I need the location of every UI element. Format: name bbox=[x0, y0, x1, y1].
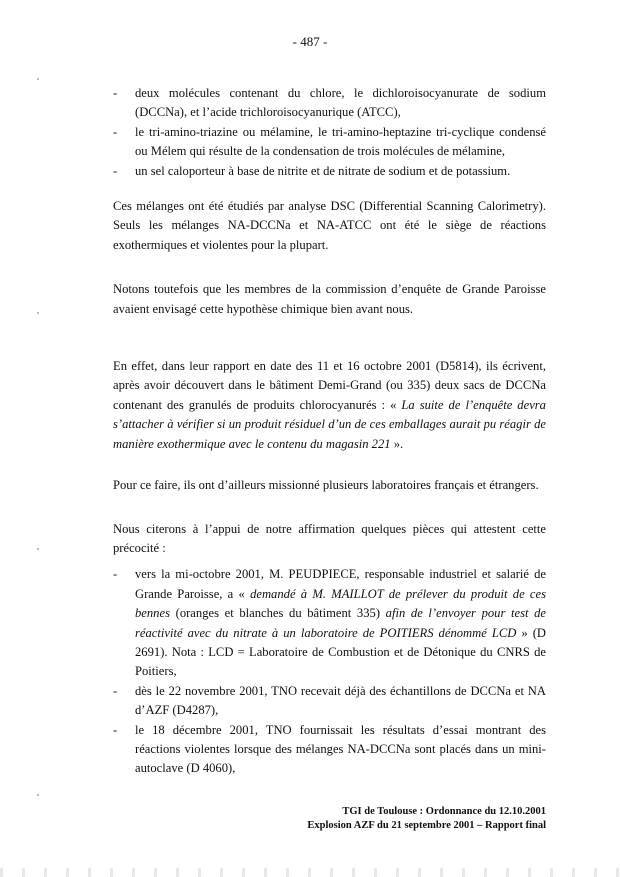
text-run: vers la mi-octobre 2001, M. PEUDPIECE, responsable industriel et salarié de Grande Paroisse, a « bbox=[135, 567, 546, 601]
document-body bbox=[113, 84, 546, 779]
list-item-text: dès le 22 novembre 2001, TNO recevait déjà des échantillons de DCCNa et NA d’AZF (D4287), bbox=[135, 683, 546, 718]
text-run: (oranges et blanches du bâtiment 335) bbox=[175, 606, 381, 621]
quote-text: afin de l’envoyer pour test de réactivité avec du nitrate à un laboratoire de POITIERS dénommé LCD bbox=[135, 606, 547, 640]
footer-line-1: TGI de Toulouse : Ordonnance du 12.10.2001 bbox=[342, 806, 546, 817]
list-item-text: le 18 décembre 2001, TNO fournissait les résultats d’essai montrant des réactions violentes lorsque des mélanges NA-DCCNa sont placés dans un mini-autoclave (D 4060), bbox=[135, 722, 546, 776]
bullet-dash: - bbox=[113, 124, 118, 139]
bullet-dash: - bbox=[113, 86, 118, 100]
paragraph-laboratories: Pour ce faire, ils ont d’ailleurs missionné plusieurs laboratoires français et étrangers. bbox=[113, 478, 539, 493]
paragraph-dsc-analysis: Ces mélanges ont été étudiés par analyse DSC (Differential Scanning Calorimetry). Seuls les mélanges NA-DCCNa et NA-ATCC ont été le siège de réactions exothermiques et violentes pour la plupart. bbox=[113, 199, 546, 252]
margin-mark bbox=[37, 312, 39, 314]
scan-edge bbox=[0, 868, 620, 877]
quote-close: ». bbox=[393, 436, 404, 451]
text-run: » (D 2691). Nota : LCD = Laboratoire de Combustion et de Détonique du CNRS de Poitiers, bbox=[135, 625, 546, 679]
paragraph-evidence-intro: Nous citerons à l’appui de notre affirmation quelques pièces qui attestent cette précocité : bbox=[113, 521, 546, 555]
bullet-dash: - bbox=[113, 163, 118, 178]
page-number: - 487 - bbox=[292, 34, 328, 49]
list-item-text: deux molécules contenant du chlore, le dichloroisocyanurate de sodium (DCCNa), et l’acide trichloroisocyanurique (ATCC), bbox=[135, 86, 546, 120]
list-item-text: le tri-amino-triazine ou mélamine, le tri-amino-heptazine tri-cyclique condensé ou Mélem qui résulte de la condensation de trois molécules de mélamine, bbox=[135, 124, 546, 159]
margin-mark bbox=[37, 78, 39, 80]
quote-text: La suite de l’enquête devra s’attacher à vérifier si un produit résiduel d’un de ces emballages aurait pu réagir de manière exothermique avec le contenu du magasin 221 bbox=[113, 397, 546, 451]
bullet-dash: - bbox=[113, 722, 118, 737]
paragraph-commission: Notons toutefois que les membres de la commission d’enquête de Grande Paroisse avaient envisagé cette hypothèse chimique bien avant nous. bbox=[113, 282, 546, 316]
footer-line-2: Explosion AZF du 21 septembre 2001 – Rapport final bbox=[307, 820, 546, 831]
list-item bbox=[113, 84, 546, 123]
list-item-text: un sel caloporteur à base de nitrite et de nitrate de sodium et de potassium. bbox=[135, 163, 511, 178]
list-item bbox=[113, 123, 546, 162]
bullet-dash: - bbox=[113, 567, 118, 582]
paragraph-report-quote bbox=[113, 357, 546, 454]
page-footer bbox=[307, 805, 546, 833]
margin-mark bbox=[37, 548, 39, 550]
quote-text: demandé à M. MAILLOT de prélever du produit de ces bennes bbox=[135, 586, 546, 621]
margin-mark bbox=[37, 794, 39, 796]
paragraph-text: En effet, dans leur rapport en date des 11 et 16 octobre 2001 (D5814), ils écrivent, après avoir découvert dans le bâtiment Demi-Grand (ou 335) deux sacs de DCCNa contenant des granulés de produits chlorocyanurés : « bbox=[113, 359, 546, 412]
list-item bbox=[113, 721, 546, 779]
list-item-text bbox=[135, 567, 546, 678]
bullet-dash: - bbox=[113, 683, 118, 698]
list-item bbox=[113, 162, 546, 181]
list-item bbox=[113, 565, 546, 681]
list-item bbox=[113, 682, 546, 721]
